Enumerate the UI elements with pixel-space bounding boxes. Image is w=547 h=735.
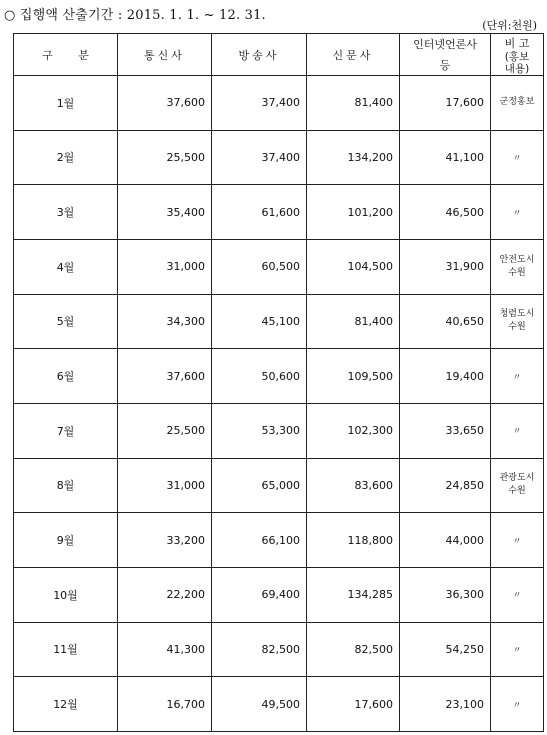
newspaper-cell: 134,285 (307, 567, 400, 622)
note-line: 수원 (508, 267, 526, 278)
broadcast-cell: 82,500 (212, 622, 307, 677)
internet-cell: 36,300 (400, 567, 491, 622)
note-cell (491, 239, 544, 294)
header-note-line2: (홍보 (504, 50, 530, 63)
broadcast-cell: 37,400 (212, 76, 307, 131)
internet-cell: 23,100 (400, 677, 491, 732)
month-cell: 9월 (14, 513, 118, 568)
note-line: 군정홍보 (499, 97, 535, 108)
newspaper-cell: 83,600 (307, 458, 400, 513)
broadcast-cell: 49,500 (212, 677, 307, 732)
header-newspaper: 신문사 (307, 34, 400, 76)
internet-cell: 24,850 (400, 458, 491, 513)
newspaper-cell: 102,300 (307, 403, 400, 458)
newspaper-cell: 81,400 (307, 76, 400, 131)
table-row (14, 76, 544, 131)
month-cell: 8월 (14, 458, 118, 513)
note-line: 관광도시 (499, 473, 535, 484)
note-line: 〃 (512, 700, 522, 711)
table-row (14, 130, 544, 185)
month-cell: 5월 (14, 294, 118, 349)
table-row (14, 349, 544, 404)
unit-label: (단위:천원) (482, 19, 537, 32)
broadcast-cell: 53,300 (212, 403, 307, 458)
telecom-cell: 35,400 (118, 185, 212, 240)
month-cell: 11월 (14, 622, 118, 677)
newspaper-cell: 81,400 (307, 294, 400, 349)
table-row (14, 622, 544, 677)
header-internet-line2: 등 (439, 59, 451, 72)
broadcast-cell: 37,400 (212, 130, 307, 185)
header-note (491, 34, 544, 76)
note-line: 〃 (512, 427, 522, 438)
broadcast-cell: 69,400 (212, 567, 307, 622)
table-body (14, 76, 544, 732)
month-cell: 4월 (14, 239, 118, 294)
note-cell (491, 185, 544, 240)
telecom-cell: 31,000 (118, 239, 212, 294)
table-row (14, 403, 544, 458)
newspaper-cell: 134,200 (307, 130, 400, 185)
header-telecom: 통신사 (118, 34, 212, 76)
note-cell (491, 294, 544, 349)
month-cell: 12월 (14, 677, 118, 732)
month-cell: 10월 (14, 567, 118, 622)
internet-cell: 54,250 (400, 622, 491, 677)
note-line: 〃 (512, 372, 522, 383)
newspaper-cell: 118,800 (307, 513, 400, 568)
telecom-cell: 25,500 (118, 130, 212, 185)
note-cell (491, 349, 544, 404)
note-cell (491, 130, 544, 185)
note-cell (491, 567, 544, 622)
note-cell (491, 677, 544, 732)
note-line: 〃 (512, 153, 522, 164)
header-note-line3: 내용) (504, 62, 530, 75)
month-cell: 3월 (14, 185, 118, 240)
expenditure-table (13, 33, 544, 732)
table-row (14, 185, 544, 240)
broadcast-cell: 65,000 (212, 458, 307, 513)
header-internet (400, 34, 491, 76)
note-line: 수원 (508, 322, 526, 333)
telecom-cell: 34,300 (118, 294, 212, 349)
month-cell: 6월 (14, 349, 118, 404)
month-cell: 1월 (14, 76, 118, 131)
note-line: 안전도시 (499, 254, 535, 265)
internet-cell: 44,000 (400, 513, 491, 568)
table-row (14, 513, 544, 568)
header-broadcast: 방송사 (212, 34, 307, 76)
broadcast-cell: 50,600 (212, 349, 307, 404)
table-row (14, 458, 544, 513)
broadcast-cell: 45,100 (212, 294, 307, 349)
internet-cell: 31,900 (400, 239, 491, 294)
note-line: 〃 (512, 591, 522, 602)
note-cell (491, 513, 544, 568)
newspaper-cell: 17,600 (307, 677, 400, 732)
table-row (14, 239, 544, 294)
header-category: 구 분 (14, 34, 118, 76)
note-cell (491, 76, 544, 131)
telecom-cell: 37,600 (118, 76, 212, 131)
month-cell: 7월 (14, 403, 118, 458)
table-row (14, 567, 544, 622)
note-line: 〃 (512, 208, 522, 219)
note-line: 〃 (512, 645, 522, 656)
telecom-cell: 33,200 (118, 513, 212, 568)
broadcast-cell: 66,100 (212, 513, 307, 568)
table-header-row (14, 34, 544, 76)
newspaper-cell: 104,500 (307, 239, 400, 294)
month-cell: 2월 (14, 130, 118, 185)
newspaper-cell: 109,500 (307, 349, 400, 404)
note-cell (491, 622, 544, 677)
internet-cell: 17,600 (400, 76, 491, 131)
header-internet-line1: 인터넷언론사 (413, 38, 477, 51)
newspaper-cell: 101,200 (307, 185, 400, 240)
telecom-cell: 22,200 (118, 567, 212, 622)
table-row (14, 294, 544, 349)
telecom-cell: 37,600 (118, 349, 212, 404)
telecom-cell: 25,500 (118, 403, 212, 458)
telecom-cell: 41,300 (118, 622, 212, 677)
internet-cell: 19,400 (400, 349, 491, 404)
heading: ○ 집행액 산출기간 : 2015. 1. 1. ~ 12. 31. (4, 8, 266, 23)
newspaper-cell: 82,500 (307, 622, 400, 677)
table-row (14, 677, 544, 732)
note-line: 〃 (512, 536, 522, 547)
note-line: 수원 (508, 486, 526, 497)
internet-cell: 40,650 (400, 294, 491, 349)
internet-cell: 33,650 (400, 403, 491, 458)
broadcast-cell: 60,500 (212, 239, 307, 294)
internet-cell: 46,500 (400, 185, 491, 240)
broadcast-cell: 61,600 (212, 185, 307, 240)
internet-cell: 41,100 (400, 130, 491, 185)
note-cell (491, 458, 544, 513)
telecom-cell: 31,000 (118, 458, 212, 513)
note-cell (491, 403, 544, 458)
telecom-cell: 16,700 (118, 677, 212, 732)
note-line: 청렴도시 (499, 309, 535, 320)
header-note-line1: 비 고 (504, 36, 530, 50)
